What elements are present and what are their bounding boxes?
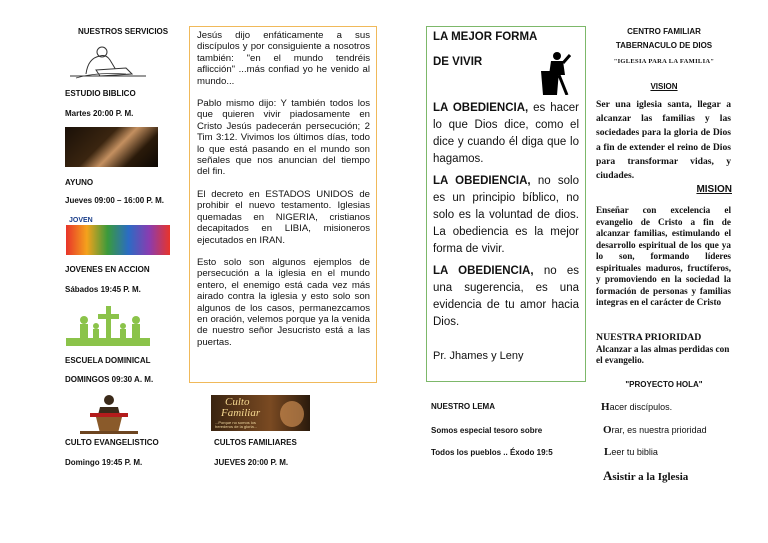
mission-text: Enseñar con excelencia el evangelio de Cristo a fin de alcanzar familias, estimulando el desarrollo espiritual de los que ya lo son, formando líderes espirituales maduros, fructíferos, y promoviendo en la sociedad la formación de personas y familias integras en el carácter de Cristo: [596, 205, 731, 307]
preacher-icon: [80, 393, 138, 435]
obedience-title-line1: LA MEJOR FORMA: [433, 31, 538, 43]
family-cross-icon: [66, 304, 150, 346]
project-item: Hacer discípulos.: [601, 401, 673, 413]
org-name-line2: TABERNACULO DE DIOS: [615, 41, 713, 50]
project-item: Orar, es nuestra prioridad: [603, 424, 707, 436]
service-time: Domingo 19:45 P. M.: [65, 458, 143, 467]
service-name: CULTO EVANGELISTICO: [65, 438, 159, 447]
culto-image-caption: ...Porque no somos los herederos de la gloria...: [215, 420, 258, 429]
project-title: "PROYECTO HOLA": [625, 380, 703, 389]
service-time: Jueves 09:00 – 16:00 P. M.: [65, 196, 165, 205]
org-name-line1: CENTRO FAMILIAR: [627, 27, 701, 36]
service-time: Sábados 19:45 P. M.: [65, 285, 141, 294]
project-item: Asistir a la Iglesia: [603, 468, 689, 483]
mission-title: MISION: [696, 184, 732, 195]
paragraph: Jesús dijo enfáticamente a sus discípulos y por consiguiente a nosotros también: "en el mundo tendréis aflicción" ...más confiad yo he venido al mundo...: [197, 30, 370, 87]
culto-image-subtitle: Familiar: [221, 407, 261, 419]
priority-text: Alcanzar a las almas perdidas con el evangelio.: [596, 344, 730, 365]
service-time: DOMINGOS 09:30 A. M.: [65, 375, 154, 384]
service-name: ESTUDIO BIBLICO: [65, 89, 136, 98]
paragraph: Esto solo son algunos ejemplos de persecución a la iglesia en el mundo entero, el enemigo está cada vez más airado contra la iglesia y esto solo son algunos de los casos, permanezcamos en oración, velemos porque ya la venida de nuestro señor Jesucristo está a las puertas.: [197, 256, 370, 348]
bible-study-illustration: [66, 44, 152, 80]
cultos-time: JUEVES 20:00 P. M.: [214, 458, 289, 467]
persecution-text-box: [189, 26, 377, 383]
obedience-box: [426, 26, 586, 382]
service-name: JOVENES EN ACCION: [65, 265, 150, 274]
family-photo-shape: [280, 401, 304, 427]
culto-familiar-image: [211, 395, 310, 431]
obedience-item: LA OBEDIENCIA, no solo es un principio bíblico, no solo es la voluntad de dios. La obediencia es la mejor forma de vivir.: [433, 175, 580, 255]
service-time: Martes 20:00 P. M.: [65, 109, 134, 118]
cultos-title: CULTOS FAMILIARES: [214, 438, 297, 447]
pulpit-preacher-icon: [539, 51, 571, 95]
lema-line: Somos especial tesoro sobre: [431, 426, 543, 435]
youth-banner: [66, 215, 170, 255]
services-heading: NUESTROS SERVICIOS: [78, 27, 169, 36]
paragraph: El decreto en ESTADOS UNIDOS de prohibir el nuevo testamento. Iglesias quemadas en NIGERIA, cristianos decapitados en LIBIA, misioneros ejecutados en IRAN.: [197, 188, 370, 246]
project-item: Leer tu biblia: [604, 446, 658, 458]
prayer-photo: [65, 127, 158, 167]
youth-logo: JOVEN: [69, 217, 93, 224]
culto-image-title: Culto: [225, 396, 250, 408]
vision-title: VISION: [650, 82, 678, 91]
obedience-item: LA OBEDIENCIA, es hacer lo que Dios dice, como el dice y cuando él diga que lo hagamos.: [433, 102, 579, 165]
service-name: ESCUELA DOMINICAL: [65, 356, 151, 365]
org-tagline: "IGLESIA PARA LA FAMILIA": [613, 58, 715, 65]
obedience-item: LA OBEDIENCIA, no es una sugerencia, es una evidencia de tu amor hacia Dios.: [433, 265, 580, 328]
lema-title: NUESTRO LEMA: [431, 402, 495, 411]
vision-text: Ser una iglesia santa, llegar a alcanzar las familias y las sociedades para la gloria de Dios a fin de extender el reino de Dios para transformar vidas, y ciudades.: [596, 99, 731, 182]
priority-title: NUESTRA PRIORIDAD: [596, 332, 702, 343]
lema-line: Todos los pueblos .. Éxodo 19:5: [431, 448, 553, 457]
pastor-signature: Pr. Jhames y Leny: [433, 350, 524, 362]
service-name: AYUNO: [65, 178, 94, 187]
paragraph: Pablo mismo dijo: Y también todos los que quieren vivir piadosamente en Cristo Jesús padecerán persecución; 2 Tim 3:12. Vivimos los últimos días, todo lo que está pasando en el mundo son señales que nos anuncian del tiempo del fin.: [197, 98, 370, 178]
obedience-title-line2: DE VIVIR: [433, 56, 483, 68]
